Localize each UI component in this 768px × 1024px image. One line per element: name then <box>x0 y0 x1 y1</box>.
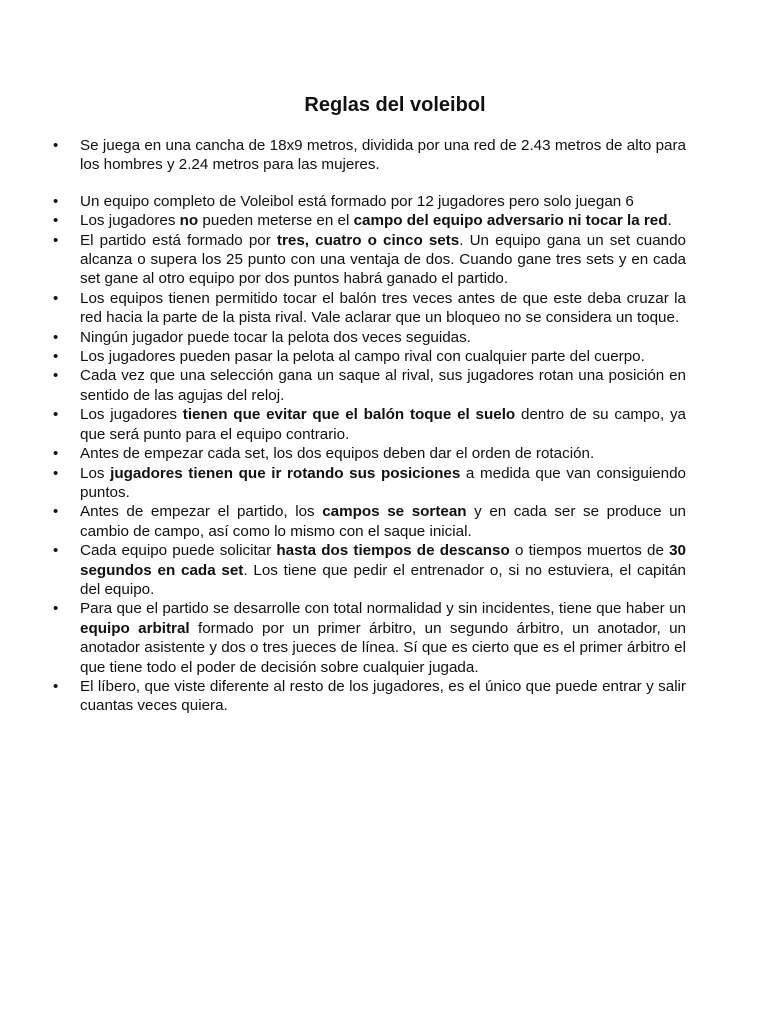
rule-item <box>53 599 686 677</box>
rule-text: Ningún jugador puede tocar la pelota dos veces seguidas. <box>80 328 471 346</box>
bullet-icon: • <box>53 289 59 307</box>
rule-text: y en cada ser se produce un cambio de campo, así como lo mismo con el saque inicial. <box>80 503 687 540</box>
rule-text: Cada equipo puede solicitar <box>80 542 277 560</box>
rule-item <box>53 444 686 463</box>
rule-item <box>53 405 686 444</box>
bullet-icon: • <box>53 231 59 249</box>
rule-emphasis: tienen que evitar que el balón toque el suelo <box>182 406 516 424</box>
rule-text: Un equipo completo de Voleibol está formado por 12 jugadores pero solo juegan 6 <box>80 192 634 210</box>
rule-item <box>53 541 686 599</box>
bullet-icon: • <box>53 445 59 463</box>
bullet-icon: • <box>53 328 59 346</box>
rule-text: Los <box>80 464 111 482</box>
bullet-icon: • <box>53 192 59 210</box>
rule-item <box>53 464 686 503</box>
bullet-icon: • <box>53 367 59 385</box>
bullet-icon: • <box>53 677 59 695</box>
rule-item <box>53 502 687 541</box>
rule-text: Los jugadores pueden pasar la pelota al campo rival con cualquier parte del cuerpo. <box>80 348 645 366</box>
rule-item <box>53 231 686 289</box>
rule-emphasis: campos se sortean <box>322 503 467 521</box>
bullet-icon: • <box>53 503 59 521</box>
rule-text: formado por un primer árbitro, un segundo árbitro, un anotador, un anotador asistente y dos o tres jueces de línea. Sí que es cierto que es el primer árbitro el que tiene todo el poder de decisión sobre cualquier jugada. <box>80 619 686 676</box>
bullet-icon: • <box>53 406 59 424</box>
bullet-icon: • <box>53 137 59 154</box>
bullet-icon: • <box>53 212 59 230</box>
rule-item <box>53 328 686 347</box>
rule-text: Antes de empezar el partido, los <box>80 503 323 521</box>
rule-item <box>53 136 686 175</box>
rule-text: Cada vez que una selección gana un saque al rival, sus jugadores rotan una posición en sentido de las agujas del reloj. <box>80 367 686 404</box>
bullet-icon: • <box>53 464 59 482</box>
bullet-icon: • <box>53 348 59 366</box>
rule-emphasis: no <box>179 212 199 230</box>
rule-item <box>53 192 686 211</box>
rule-item <box>53 211 686 230</box>
rule-item <box>53 677 686 716</box>
rule-text: pueden meterse en el <box>198 212 354 230</box>
rule-item <box>53 366 686 405</box>
rule-text: dentro de su campo, ya que será punto para el equipo contrario. <box>80 406 686 443</box>
rule-text: El partido está formado por <box>80 231 277 249</box>
rules-list <box>53 136 687 716</box>
rule-emphasis: hasta dos tiempos de descanso <box>276 542 510 560</box>
rule-text: Se juega en una cancha de 18x9 metros, dividida por una red de 2.43 metros de alto para los hombres y 2.24 metros para las mujeres. <box>80 137 686 174</box>
rule-emphasis: equipo arbitral <box>80 619 190 637</box>
rule-text: . Un equipo gana un set cuando alcanza o supera los 25 punto con una ventaja de dos. Cuando gane tres sets y en cada set gane al otro equipo por dos puntos habrá ganado el partido. <box>80 231 686 288</box>
rule-text: Para que el partido se desarrolle con total normalidad y sin incidentes, tiene que haber un <box>80 600 686 618</box>
rule-text: El líbero, que viste diferente al resto de los jugadores, es el único que puede entrar y salir cuantas veces quiera. <box>80 677 686 715</box>
rule-text: o tiempos muertos de <box>509 542 670 560</box>
bullet-icon: • <box>53 600 59 618</box>
rule-text: . <box>667 212 672 230</box>
rule-text: a medida que van consiguiendo puntos. <box>80 464 686 501</box>
rule-emphasis: 30 segundos en cada set <box>80 542 686 579</box>
rule-emphasis: jugadores tienen que ir rotando sus posiciones <box>110 464 461 482</box>
rule-text: . Los tiene que pedir el entrenador o, si no estuviera, el capitán del equipo. <box>80 561 686 598</box>
rule-emphasis: campo del equipo adversario ni tocar la red <box>353 212 668 230</box>
rule-text: Los jugadores <box>80 212 180 230</box>
document-title: Reglas del voleibol <box>304 94 486 116</box>
rule-text: Los jugadores <box>80 406 183 424</box>
rule-item <box>53 347 686 366</box>
rule-text: Antes de empezar cada set, los dos equipos deben dar el orden de rotación. <box>80 445 595 463</box>
rule-item <box>53 289 686 328</box>
bullet-icon: • <box>53 542 59 560</box>
rule-text: Los equipos tienen permitido tocar el balón tres veces antes de que este deba cruzar la red hacia la parte de la pista rival. Vale aclarar que un bloqueo no se considera un toque. <box>80 289 686 327</box>
rule-emphasis: tres, cuatro o cinco sets <box>276 231 460 249</box>
